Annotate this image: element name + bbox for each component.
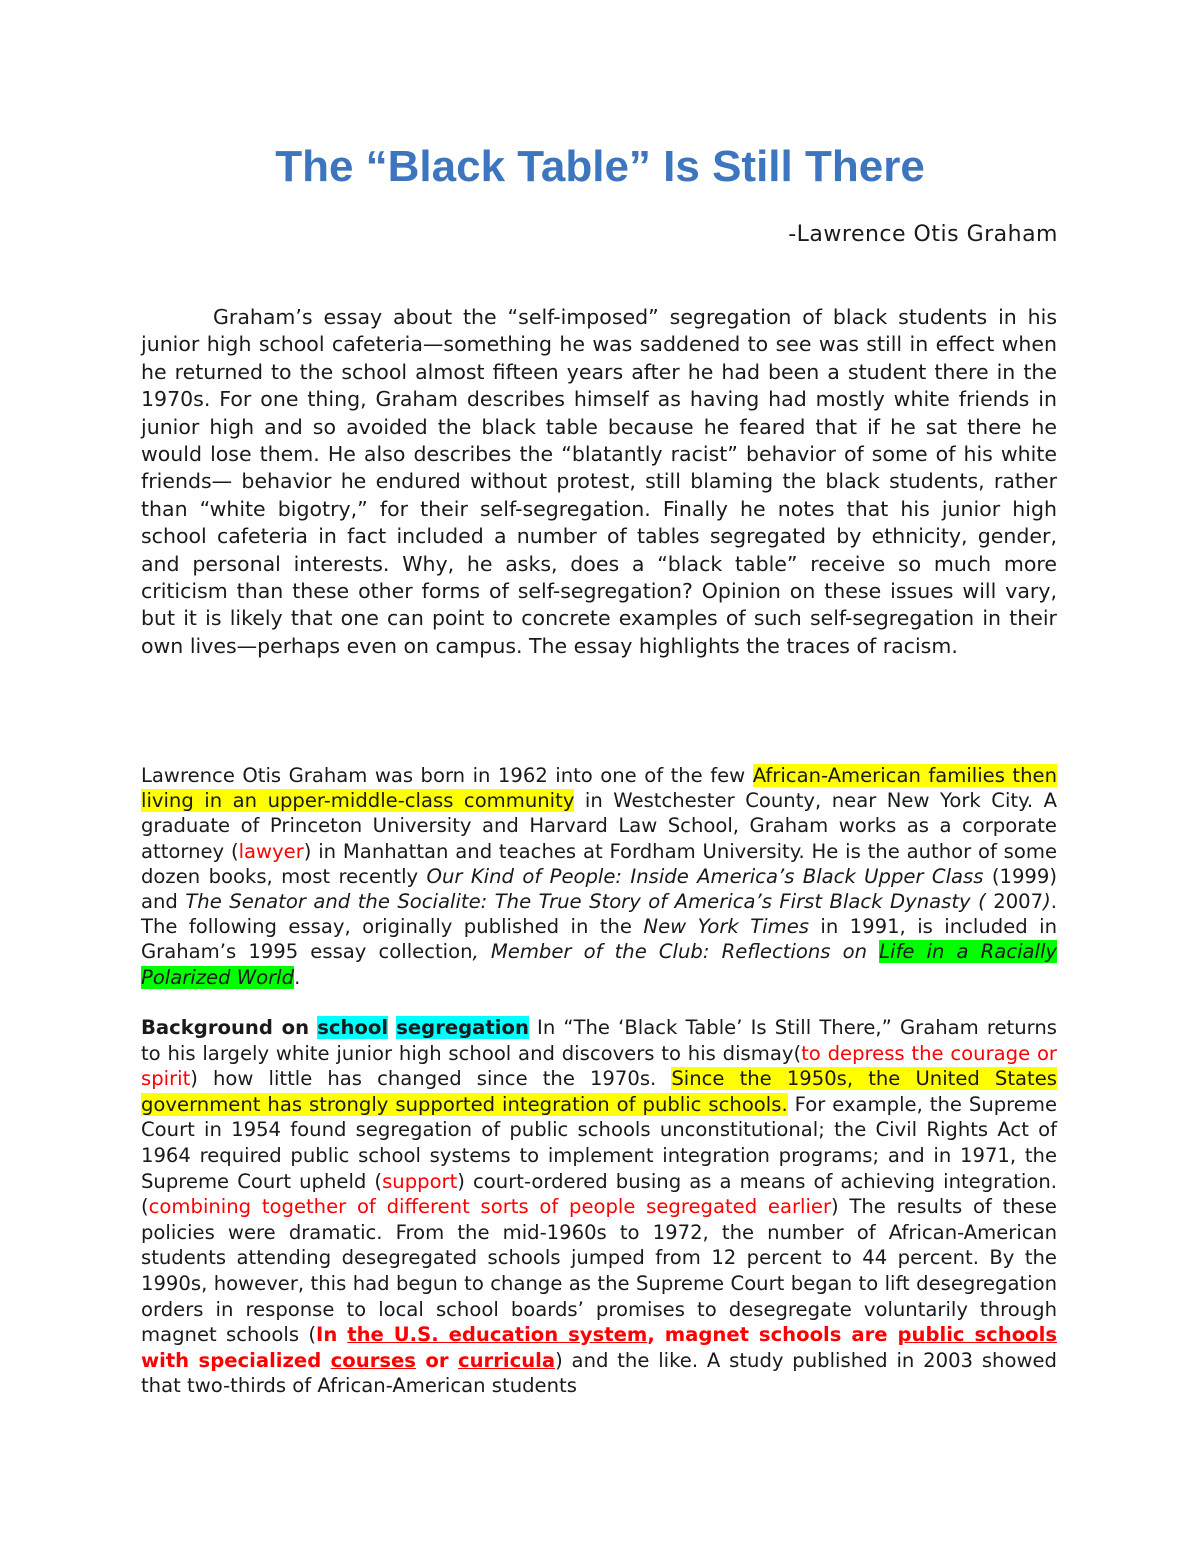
background-text: For example, the Supreme Court in 1954 found segregation of public schools unconstitutional; the Civil Rights Act of 1964 required public school systems to implement integration programs; and in 1971, the Supreme Court upheld (: [141, 1092, 1057, 1193]
summary-paragraph: Graham’s essay about the “self-imposed” segregation of black students in his junior high school cafeteria—something he was saddened to see was still in effect when he returned to the school almost fifteen years after he had been a student there in the 1970s. For one thing, Graham describes himself as having had mostly white friends in junior high and so avoided the black table because he feared that if he sat there he would lose them. He also describes the “blatantly racist” behavior of some of his white friends— behavior he endured without protest, still blaming the black students, rather than “white bigotry,” for their self-segregation. Finally he notes that his junior high school cafeteria in fact included a number of tables segregated by ethnicity, gender, and personal interests. Why, he asks, does a “black table” receive so much more criticism than these other forms of self-segregation? Opinion on these issues will vary, but it is likely that one can point to concrete examples of such self-segregation in their own lives—perhaps even on campus. The essay highlights the traces of racism.: [141, 305, 1057, 658]
bio-text: 2007: [993, 890, 1044, 914]
section-heading-highlight: segregation: [396, 1016, 529, 1039]
background-text: ) The results of these policies were dramatic. From the mid-1960s to 1972, the number of African-American students attending desegregated schools jumped from 12 percent to 44 percent. By the 1990s, however, this had begun to change as the Supreme Court began to lift desegregation orders in response to local school boards’ promises to desegregate voluntarily through magnet schools (: [141, 1195, 1057, 1347]
bio-text: ) in Manhattan and teaches at Fordham University. He is the author of some dozen books, most recently: [141, 839, 1057, 888]
annotation-text: with specialized: [141, 1348, 331, 1372]
highlighted-book-title: Life in a Racially Polarized World: [141, 940, 1057, 989]
bio-paragraph: [141, 763, 1057, 990]
annotation-text: or: [415, 1348, 458, 1372]
annotation-text: In: [316, 1323, 348, 1347]
bio-text: .: [294, 965, 301, 989]
highlighted-text: African-American families then living in an upper-middle-class community: [141, 764, 1057, 813]
book-title: Our Kind of People: Inside America’s Black Upper Class: [426, 864, 984, 888]
background-text: In “The ‘Black Table’ Is Still There,” Graham returns to his largely white junior high school and discovers to his dismay(: [141, 1016, 1057, 1065]
author-byline: -Lawrence Otis Graham: [788, 222, 1058, 247]
annotation-text: support: [382, 1169, 458, 1193]
section-heading-highlight: school: [317, 1016, 389, 1039]
annotation-text: lawyer: [238, 839, 304, 863]
background-paragraph: [141, 1015, 1057, 1399]
annotation-text: to depress the courage or spirit: [141, 1041, 1057, 1091]
bio-text: in 1991, is included in Graham’s 1995 essay collection: [141, 915, 1057, 964]
highlighted-text: Since the 1950s, the United States government has strongly supported integration of public schools.: [141, 1067, 1057, 1116]
bio-text: . The following essay, originally published in the: [141, 890, 1057, 939]
bio-text: ,: [472, 940, 479, 964]
bio-text: (1999) and: [141, 864, 1057, 914]
newspaper-title: New York Times: [643, 915, 809, 939]
section-heading: Background on: [141, 1016, 310, 1039]
background-text: ) how little has changed since the 1970s.: [190, 1067, 672, 1091]
background-text: ) court-ordered busing as a means of achieving integration.(: [141, 1169, 1057, 1219]
book-title: ): [1043, 890, 1051, 914]
annotation-link[interactable]: the U.S. education system: [347, 1323, 648, 1347]
bio-text: in Westchester County, near New York City. A graduate of Princeton University and Harvard Law School, Graham works as a corporate attorney (: [141, 789, 1058, 863]
annotation-link[interactable]: curricula: [457, 1348, 556, 1372]
bio-text: Lawrence Otis Graham was born in 1962 into one of the few: [141, 764, 753, 787]
book-title: Member of the Club: Reflections on: [478, 940, 880, 964]
book-title: The Senator and the Socialite: The True Story of America’s First Black Dynasty (: [185, 890, 994, 914]
annotation-text: combining together of different sorts of people segregated earlier: [148, 1195, 832, 1219]
annotation-text: , magnet schools are: [647, 1323, 898, 1347]
background-text: ) and the like. A study published in 2003 showed that two-thirds of African-American students: [141, 1348, 1057, 1398]
annotation-link[interactable]: public schools: [897, 1323, 1057, 1347]
annotation-link[interactable]: courses: [330, 1348, 416, 1372]
page-title: The “Black Table” Is Still There: [275, 142, 925, 191]
